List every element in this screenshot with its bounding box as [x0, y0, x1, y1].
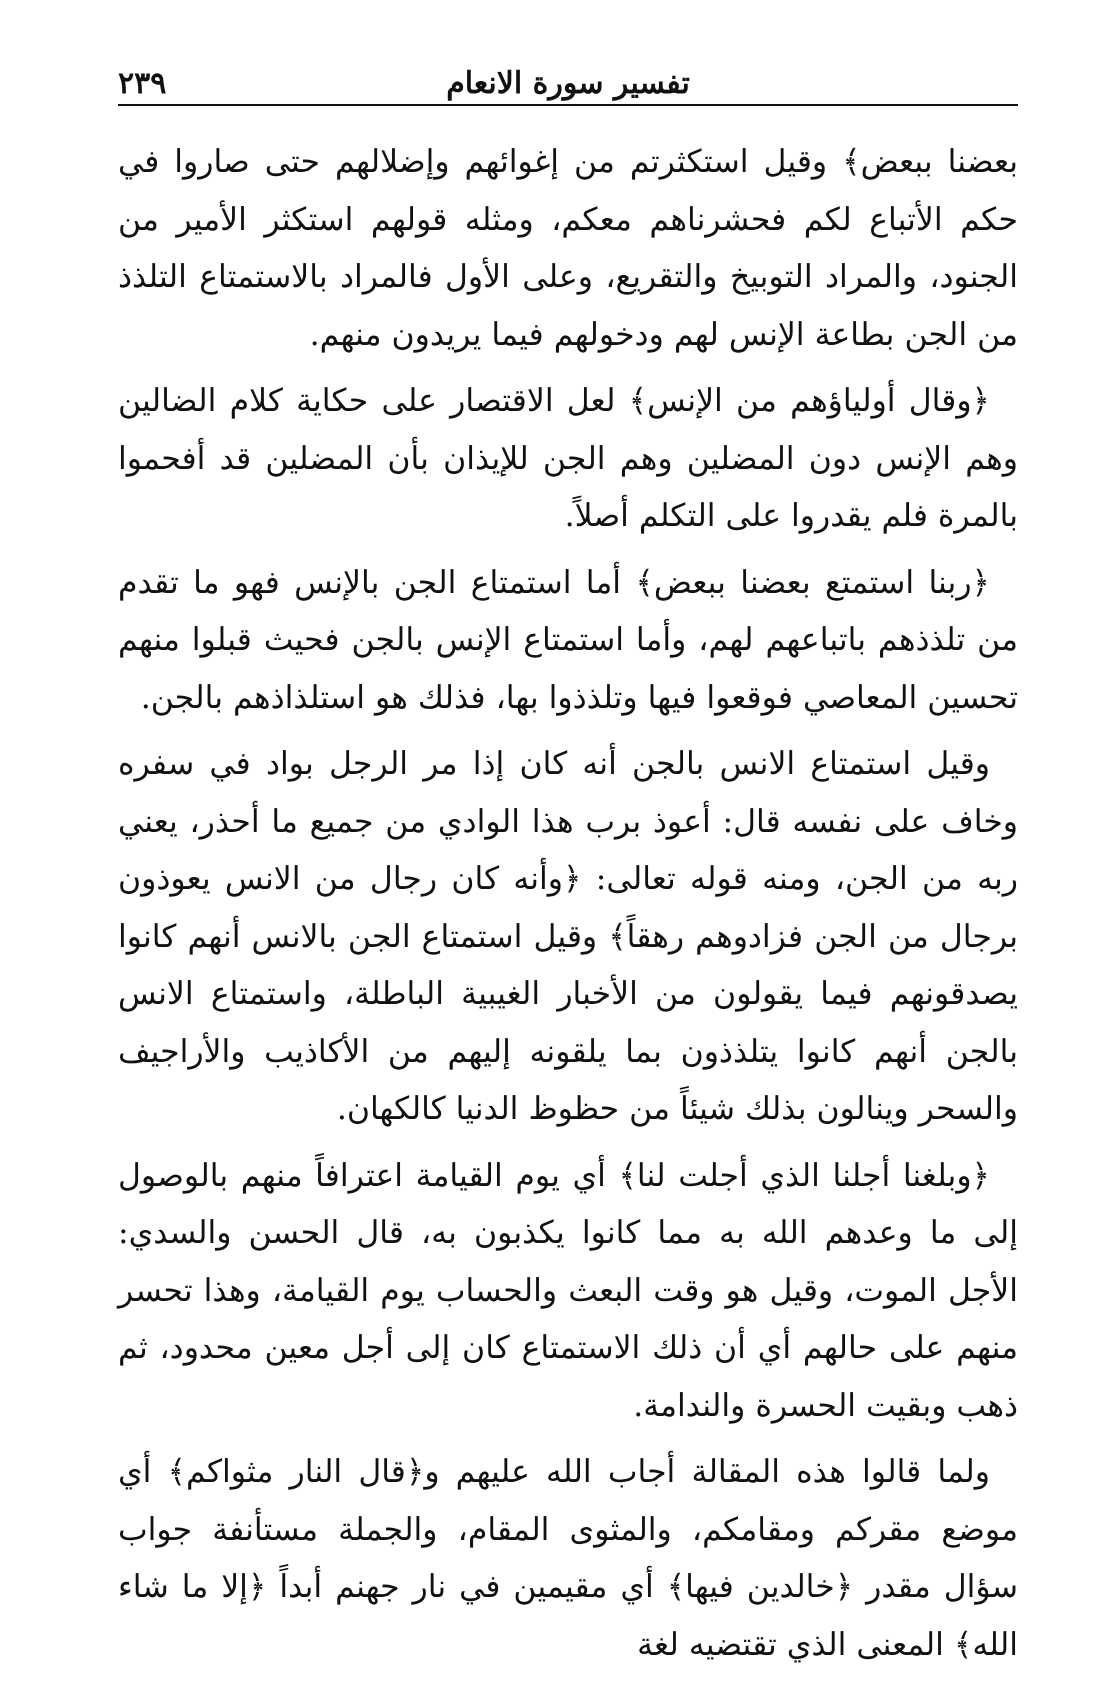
paragraph: بعضنا ببعض﴾ وقيل استكثرتم من إغوائهم وإضلالهم حتى صاروا في حكم الأتباع لكم فحشرناهم معكم، ومثله قولهم استكثر الأمير من الجنود، والمراد التوبيخ والتقريع، وعلى الأول فالمراد بالاستمتاع التلذذ من الجن بطاعة الإنس لهم ودخولهم فيما يريدون منهم. — [118, 144, 1018, 353]
page-number: ٢٣٩ — [118, 66, 167, 101]
paragraph: ﴿ربنا استمتع بعضنا ببعض﴾ أما استمتاع الجن بالإنس فهو ما تقدم من تلذذهم باتباعهم لهم، وأما استمتاع الإنس بالجن فحيث قبلوا منهم تحسين المعاصي فوقعوا فيها وتلذذوا بها، فذلك هو استلذاذهم بالجن. — [118, 564, 1018, 716]
running-header-title: تفسير سورة الانعام — [446, 66, 690, 101]
header-divider — [118, 104, 1018, 106]
paragraph: ولما قالوا هذه المقالة أجاب الله عليهم و﴿قال النار مثواكم﴾ أي موضع مقركم ومقامكم، والمثوى المقام، والجملة مستأنفة جواب سؤال مقدر ﴿خالدين فيها﴾ أي مقيمين في نار جهنم أبداً ﴿إلا ما شاء الله﴾ المعنى الذي تقتضيه لغة — [118, 1454, 1018, 1663]
body-text — [118, 134, 1018, 1683]
paragraph: ﴿وقال أولياؤهم من الإنس﴾ لعل الاقتصار على حكاية كلام الضالين وهم الإنس دون المضلين وهم الجن للإيذان بأن المضلين قد أفحموا بالمرة فلم يقدروا على التكلم أصلاً. — [118, 383, 1018, 534]
paragraph: ﴿وبلغنا أجلنا الذي أجلت لنا﴾ أي يوم القيامة اعترافاً منهم بالوصول إلى ما وعدهم الله به مما كانوا يكذبون به، قال الحسن والسدي: الأجل الموت، وقيل هو وقت البعث والحساب يوم القيامة، وهذا تحسر منهم على حالهم أي أن ذلك الاستمتاع كان إلى أجل معين محدود، ثم ذهب وبقيت الحسرة والندامة. — [118, 1157, 1018, 1424]
paragraph: وقيل استمتاع الانس بالجن أنه كان إذا مر الرجل بواد في سفره وخاف على نفسه قال: أعوذ برب هذا الوادي من جميع ما أحذر، يعني ربه من الجن، ومنه قوله تعالى: ﴿وأنه كان رجال من الانس يعوذون برجال من الجن فزادوهم رهقاً﴾ وقيل استمتاع الجن بالانس أنهم كانوا يصدقونهم فيما يقولون من الأخبار الغيبية الباطلة، واستمتاع الانس بالجن أنهم كانوا يتلذذون بما يلقونه إليهم من الأكاذيب والأراجيف والسحر وينالون بذلك شيئاً من حظوظ الدنيا كالكهان. — [118, 746, 1018, 1127]
running-header — [118, 62, 1018, 106]
